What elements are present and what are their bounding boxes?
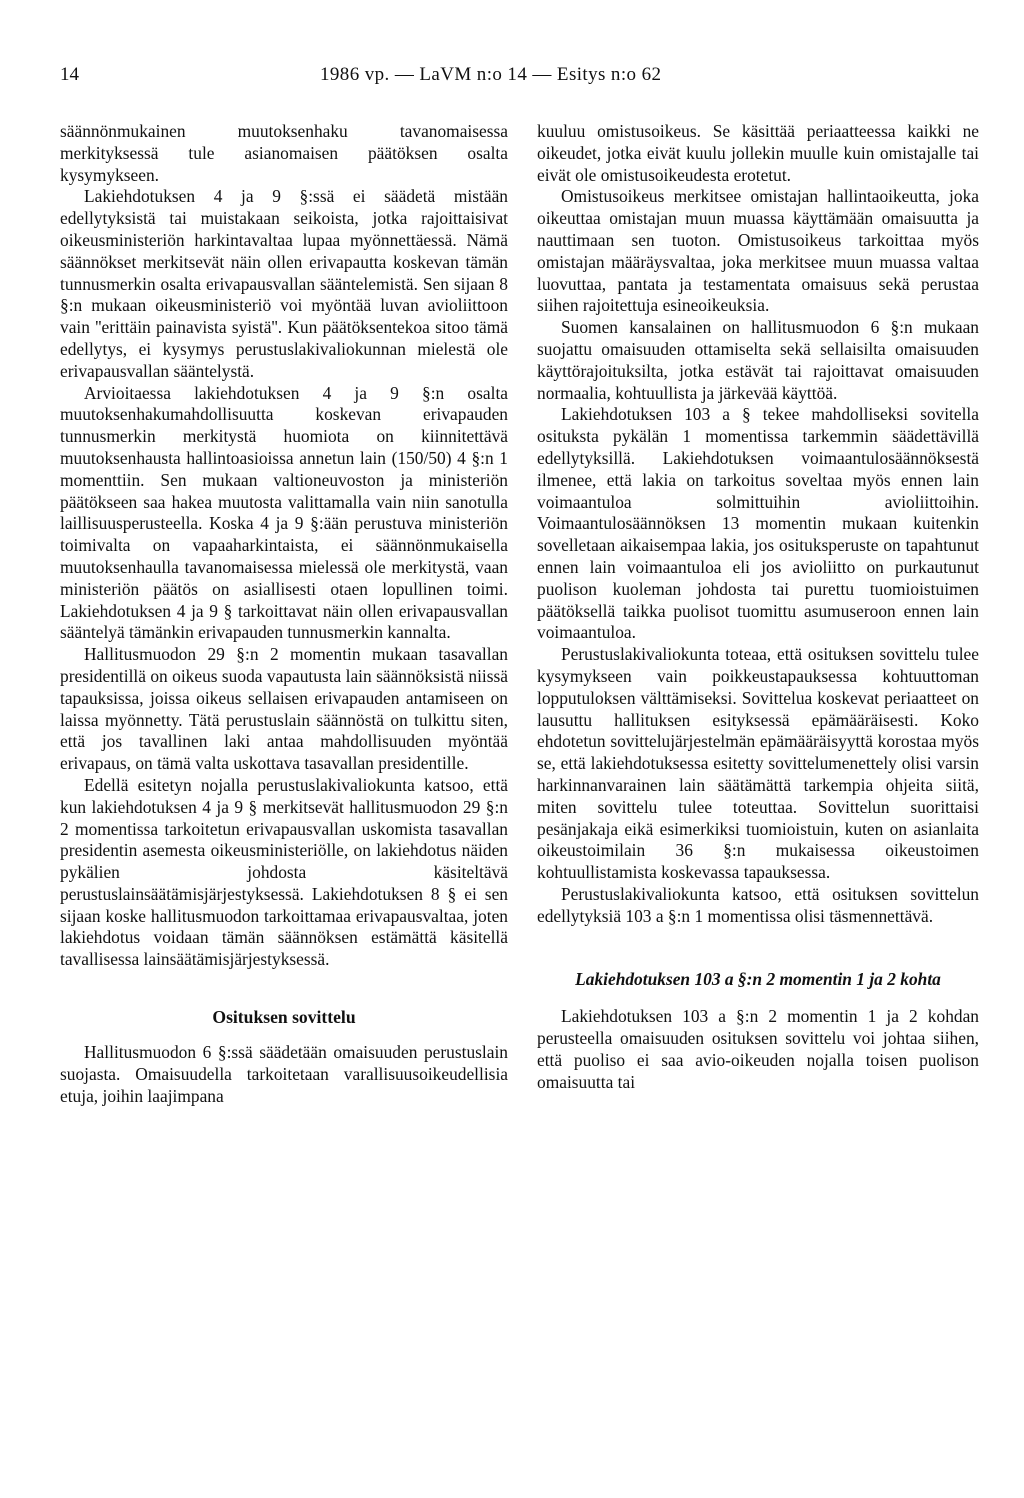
paragraph: Omistusoikeus merkitsee omistajan hallintaoikeutta, joka oikeuttaa omistajan muun muassa käyttämään omaisuutta ja nauttimaan sen tuoton. Omistusoikeus tarkoittaa myös omistajan määräysvaltaa, joka merkitsee muun muassa valtaa luovuttaa, pantata ja testamentata omaisuus sekä perustaa siihen rajoitettuja esineoikeuksia.	[537, 186, 979, 316]
page-number: 14	[60, 64, 79, 85]
paragraph: Lakiehdotuksen 103 a §:n 2 momentin 1 ja 2 kohdan perusteella omaisuuden osituksen sovittelu voi johtaa siihen, että puoliso ei saa avio-oikeuden nojalla toisen puolison omaisuutta tai	[537, 1006, 979, 1092]
left-column	[60, 121, 508, 1107]
paragraph: Perustuslakivaliokunta toteaa, että osituksen sovittelu tulee kysymykseen vain poikkeustapauksessa kohtuuttoman lopputuloksen välttämiseksi. Sovittelua koskevat periaatteet on lausuttu hallituksen esityksessä epämääräisesti. Koko ehdotetun sovittelujärjestelmän epämääräisyyttä korostaa myös se, että lakiehdotuksessa esitetty sovittelumenettely olisi varsin harkinnanvarainen lain säätämättä tarkempia ohjeita siitä, miten sovittelu tulee toteuttaa. Sovittelun suorittaisi pesänjakaja eikä esimerkiksi tuomioistuin, kuten on asianlaita oikeustoimilain 36 §:n mukaisessa oikeustoimen kohtuullistamista koskevassa tapauksessa.	[537, 644, 979, 883]
paragraph: Suomen kansalainen on hallitusmuodon 6 §:n mukaan suojattu omaisuuden ottamiselta sekä sellaisilta omaisuuden käyttörajoituksilta, jotka estävät tai rajoittavat omaisuuden normaalia, kohtuullista ja järkevää käyttöä.	[537, 317, 979, 403]
section-heading: Osituksen sovittelu	[212, 1007, 356, 1028]
paragraph: Perustuslakivaliokunta katsoo, että osituksen sovittelun edellytyksiä 103 a §:n 1 momentissa olisi täsmennettävä.	[537, 883, 979, 926]
paragraph: kuuluu omistusoikeus. Se käsittää periaatteessa kaikki ne oikeudet, jotka eivät kuulu jollekin muulle kuin omistajalle tai eivät ole omistusoikeudesta erotetut.	[537, 121, 979, 185]
paragraph: Edellä esitetyn nojalla perustuslakivaliokunta katsoo, että kun lakiehdotuksen 4 ja 9 § merkitsevät hallitusmuodon 29 §:n 2 momentissa tarkoitetun erivapausvallan uskomista tasavallan presidentin asemesta oikeusministeriölle, on lakiehdotus näiden pykälien johdosta käsiteltävä perustuslainsäätämisjärjestyksessä. Lakiehdotuksen 8 § ei sen sijaan koske hallitusmuodon tarkoittamaa erivapausvaltaa, joten lakiehdotus voidaan tämän säännöksen estämättä käsitellä tavallisessa lainsäätämisjärjestyksessä.	[60, 774, 508, 970]
paragraph: Hallitusmuodon 29 §:n 2 momentin mukaan tasavallan presidentillä on oikeus suoda vapautusta lain säännöksistä niissä tapauksissa, joissa oikeus sellaisen erivapauden antamiseen on laissa myönnetty. Tätä perustuslain säännöstä on tulkittu siten, että jos tavallinen laki antaa mahdollisuuden myöntää erivapaus, on tämä valta uskottava tasavallan presidentille.	[60, 644, 508, 774]
paragraph: Lakiehdotuksen 103 a § tekee mahdolliseksi sovitella osituksta pykälän 1 momentissa tarkemmin säädettävillä edellytyksillä. Lakiehdotuksen voimaantulosäännöksestä ilmenee, että lakia on tarkoitus soveltaa myös ennen lain voimaantuloa solmittuihin avioliittoihin. Voimaantulosäännöksen 13 momentin mukaan kuitenkin sovelletaan aikaisempaa lakia, jos osituksperuste on tapahtunut ennen lain voimaantuloa eli jos avioliitto on purkautunut puolison kuoleman johdosta tai purettu tuomioistuimen päätöksellä taikka puolisot tuomittu asumuseroon ennen lain voimaantuloa.	[537, 404, 979, 643]
paragraph: Hallitusmuodon 6 §:ssä säädetään omaisuuden perustuslain suojasta. Omaisuudella tarkoitetaan varallisuusoikeudellisia etuja, joihin laajimpana	[60, 1042, 508, 1106]
paragraph: Lakiehdotuksen 4 ja 9 §:ssä ei säädetä mistään edellytyksistä tai muistakaan seikoista, jotka rajoittaisivat oikeusministeriön harkintavaltaa lupaa myönnettäessä. Nämä säännökset merkitsevät näin ollen erivapautta koskevan tämän tunnusmerkin osalta erivapausvallan sääntelemistä. Sen sijaan 8 §:n mukaan oikeusministeriö voi myöntää luvan avioliittoon vain ''erittäin painavista syistä''. Kun päätöksentekoa sitoo tämä edellytys, ei kysymys perustuslakivaliokunnan mielestä ole erivapausvallan sääntelystä.	[60, 186, 508, 381]
paragraph: Arvioitaessa lakiehdotuksen 4 ja 9 §:n osalta muutoksenhakumahdollisuutta koskevan erivapauden tunnusmerkin merkitystä huomiota on kiinnitettävä muutoksenhausta hallintoasioissa annetun lain (150/50) 4 §:n 1 momenttiin. Sen mukaan valtioneuvoston ja ministeriön päätökseen saa hakea muutosta valittamalla vain niin sanotulla laillisuusperusteella. Koska 4 ja 9 §:ään perustuva ministeriön toimivalta on vapaaharkintaista, ei säännönmukaisella muutoksenhaulla tavanomaisessa mielessä ole merkitystä, vaan ministeriön päätös on asiallisesti otaen lopullinen toimi. Lakiehdotuksen 4 ja 9 § tarkoittavat näin ollen erivapausvallan sääntelyä tämänkin erivapauden tunnusmerkin kannalta.	[60, 382, 508, 643]
subsection-heading: Lakiehdotuksen 103 a §:n 2 momentin 1 ja 2 kohta	[575, 969, 941, 990]
running-head: 1986 vp. — LaVM n:o 14 — Esitys n:o 62	[320, 64, 662, 85]
right-column	[537, 121, 979, 1093]
paragraph: säännönmukainen muutoksenhaku tavanomaisessa merkityksessä tule asianomaisen päätöksen osalta kysymykseen.	[60, 121, 508, 185]
